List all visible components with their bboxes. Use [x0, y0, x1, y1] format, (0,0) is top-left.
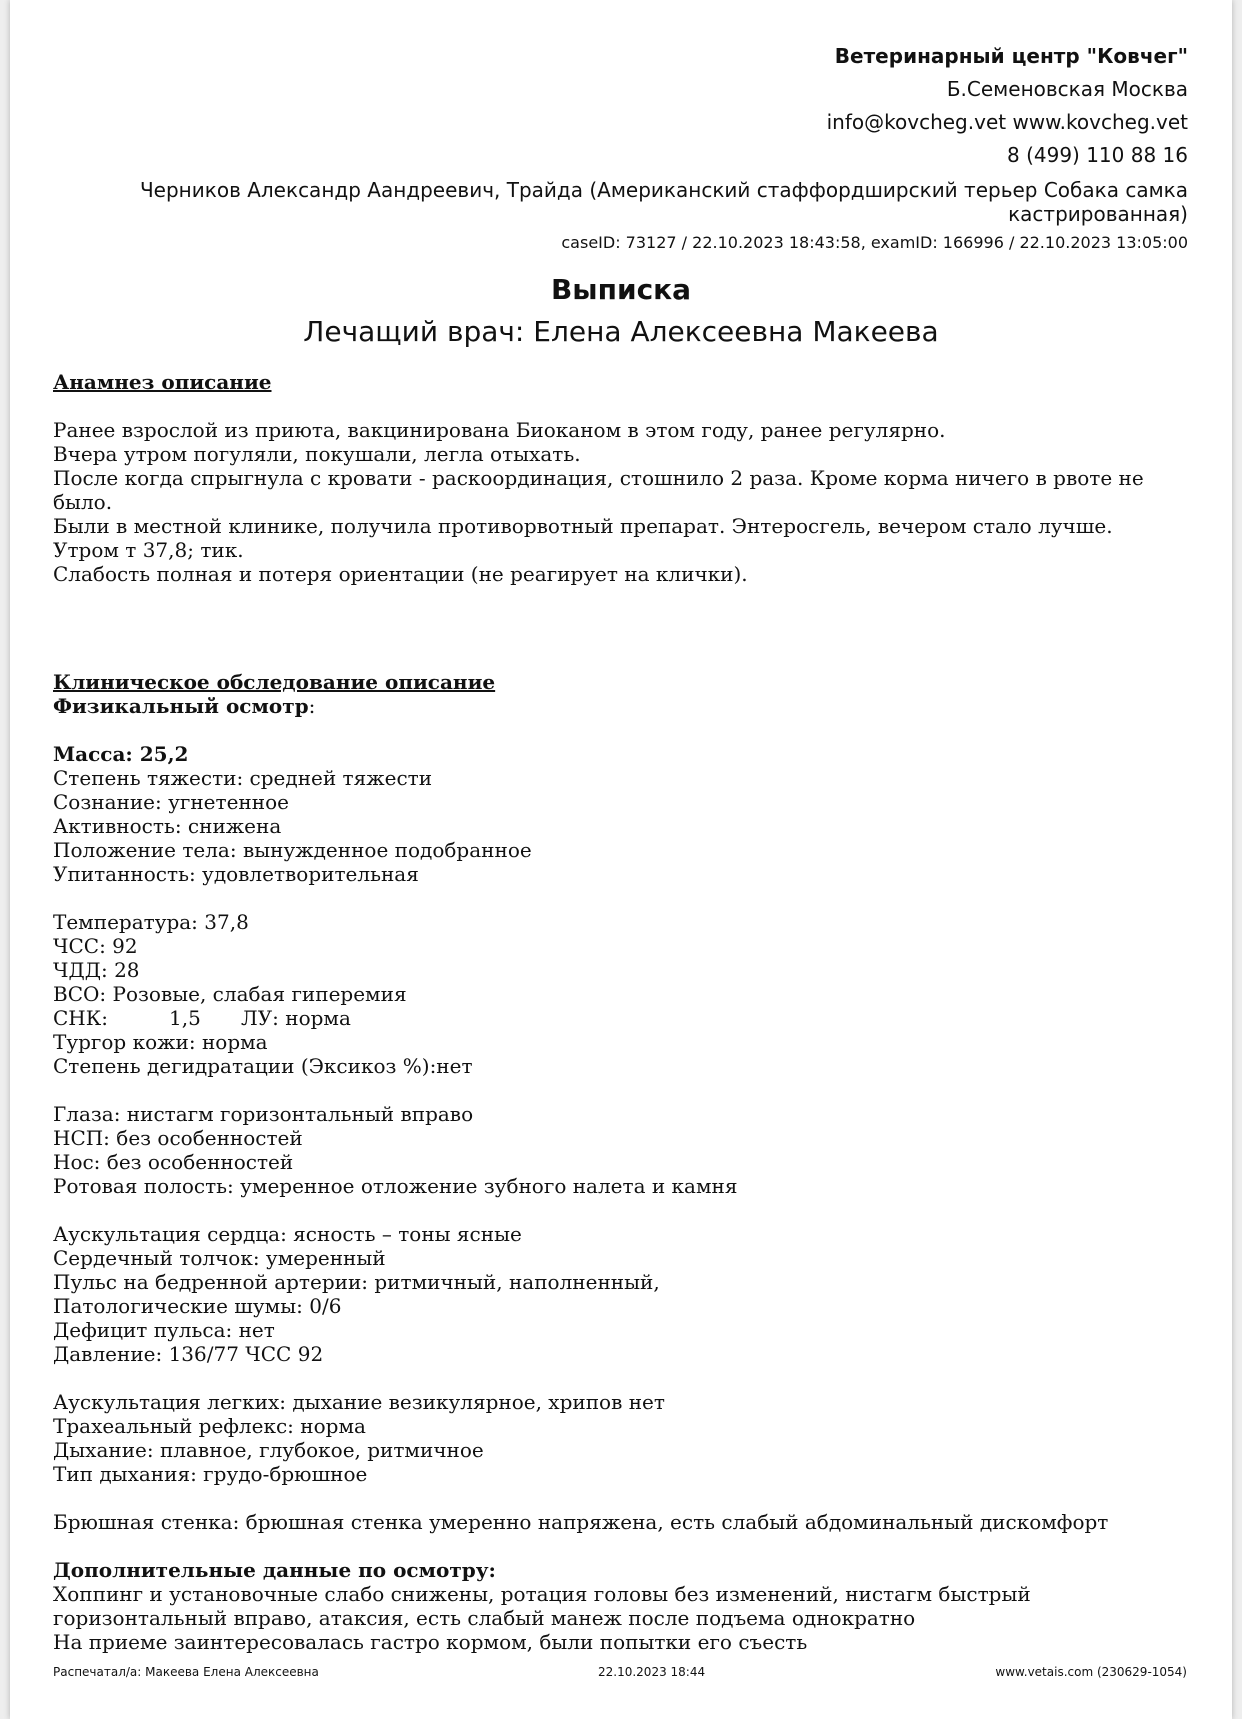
text-line: Были в местной клинике, получила противорвотный препарат. Энтеросгель, вечером стало лучше.: [53, 514, 1113, 538]
text-line: горизонтальный вправо, атаксия, есть слабый манеж после подъема однократно: [53, 1606, 916, 1630]
text-line: Нос: без особенностей: [53, 1150, 294, 1174]
text-line: было.: [53, 490, 113, 514]
abdomen-exam: Брюшная стенка: брюшная стенка умеренно напряжена, есть слабый абдоминальный дискомфорт: [53, 1510, 1109, 1534]
document-body: [53, 370, 1193, 1654]
text-line: ЧДД: 28: [53, 958, 140, 982]
text-line: Слабость полная и потеря ориентации (не реагирует на клички).: [53, 562, 748, 586]
text-line: На приеме заинтересовалась гастро кормом, были попытки его съесть: [53, 1630, 808, 1654]
physical-exam-label: Физикальный осмотр: [53, 694, 309, 718]
general-status: [53, 766, 1193, 886]
text-line: Утром т 37,8; тик.: [53, 538, 244, 562]
text-line: Вчера утром погуляли, покушали, легла отыхать.: [53, 442, 581, 466]
text-line: Аускультация легких: дыхание везикулярное, хрипов нет: [53, 1390, 665, 1414]
anamnesis-heading: Анамнез описание: [53, 370, 272, 394]
text-line: Хоппинг и установочные слабо снижены, ротация головы без изменений, нистагм быстрый: [53, 1582, 1031, 1606]
colon: :: [308, 694, 316, 718]
printed-by: Распечатал/а: Макеева Елена Алексеевна: [53, 1665, 319, 1679]
additional-notes: [53, 1582, 1193, 1654]
case-info: caseID: 73127 / 22.10.2023 18:43:58, examID: 166996 / 22.10.2023 13:05:00: [561, 233, 1188, 252]
text-line: Трахеальный рефлекс: норма: [53, 1414, 366, 1438]
clinic-header: [68, 40, 1188, 254]
text-line: Степень тяжести: средней тяжести: [53, 766, 433, 790]
text-line: Патологические шумы: 0/6: [53, 1294, 342, 1318]
text-line: Упитанность: удовлетворительная: [53, 862, 419, 886]
exam-subheading: [53, 694, 1193, 718]
text-line: Сознание: угнетенное: [53, 790, 289, 814]
lungs-exam: [53, 1390, 1193, 1486]
text-line: Дыхание: плавное, глубокое, ритмичное: [53, 1438, 484, 1462]
clinic-contacts: info@kovcheg.vet www.kovcheg.vet: [826, 110, 1188, 134]
text-line: Аускультация сердца: ясность – тоны ясные: [53, 1222, 522, 1246]
text-line: Дефицит пульса: нет: [53, 1318, 275, 1342]
snk-label: СНК:: [53, 1006, 108, 1030]
text-line: Температура: 37,8: [53, 910, 249, 934]
text-line: Сердечный толчок: умеренный: [53, 1246, 386, 1270]
additional-heading: Дополнительные данные по осмотру:: [53, 1558, 496, 1582]
text-line: ЧСС: 92: [53, 934, 138, 958]
text-line: Активность: снижена: [53, 814, 282, 838]
software-source: www.vetais.com (230629-1054): [995, 1665, 1187, 1679]
text-line: Степень дегидратации (Эксикоз %):нет: [53, 1054, 473, 1078]
mass-value: Масса: 25,2: [53, 742, 189, 766]
client-info: Черников Александр Аандреевич, Трайда (Американский стаффордширский терьер Собака самка кастрированная): [139, 178, 1188, 226]
vitals: [53, 910, 1193, 1078]
document-title: Выписка: [550, 273, 692, 306]
snk-value: 1,5: [169, 1006, 201, 1030]
heart-exam: [53, 1222, 1193, 1366]
clinic-phone: 8 (499) 110 88 16: [1006, 143, 1188, 167]
exam-heading: Клиническое обследование описание: [53, 670, 496, 694]
clinic-address: Б.Семеновская Москва: [946, 77, 1188, 101]
lu-value: ЛУ: норма: [241, 1006, 351, 1030]
text-line: После когда спрыгнула с кровати - раскоординация, стошнило 2 раза. Кроме корма ничего в рвоте не: [53, 466, 1144, 490]
print-date: 22.10.2023 18:44: [598, 1665, 706, 1679]
text-line: Положение тела: вынужденное подобранное: [53, 838, 532, 862]
text-line: ВСО: Розовые, слабая гиперемия: [53, 982, 407, 1006]
head-exam: [53, 1102, 1193, 1198]
text-line: Глаза: нистагм горизонтальный вправо: [53, 1102, 474, 1126]
snk-row: [53, 1006, 1193, 1030]
text-line: Ротовая полость: умеренное отложение зубного налета и камня: [53, 1174, 738, 1198]
text-line: Тургор кожи: норма: [53, 1030, 268, 1054]
text-line: НСП: без особенностей: [53, 1126, 303, 1150]
anamnesis-text: [53, 418, 1193, 586]
text-line: Тип дыхания: грудо-брюшное: [53, 1462, 368, 1486]
doctor-name: Лечащий врач: Елена Алексеевна Макеева: [303, 315, 939, 348]
text-line: Пульс на бедренной артерии: ритмичный, наполненный,: [53, 1270, 660, 1294]
clinic-name: Ветеринарный центр "Ковчег": [834, 44, 1188, 68]
text-line: Давление: 136/77 ЧСС 92: [53, 1342, 324, 1366]
text-line: Ранее взрослой из приюта, вакцинирована Биоканом в этом году, ранее регулярно.: [53, 418, 946, 442]
